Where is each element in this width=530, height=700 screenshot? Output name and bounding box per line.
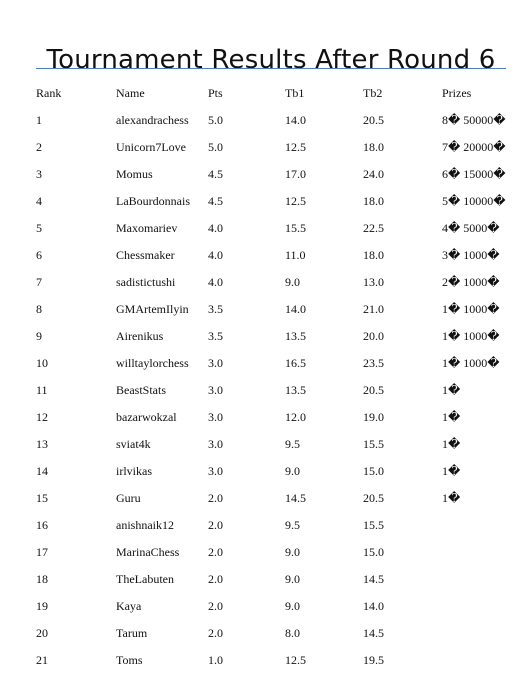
pts-cell: 2.0	[208, 572, 223, 586]
prizes-cell	[442, 647, 516, 674]
tb2-cell: 15.5	[363, 518, 384, 532]
tb2-cell: 20.5	[363, 383, 384, 397]
pts-cell: 3.0	[208, 464, 223, 478]
pts-cell: 3.0	[208, 410, 223, 424]
tb1-cell: 9.0	[285, 275, 300, 289]
pts-cell: 3.0	[208, 356, 223, 370]
name-cell: Chessmaker	[116, 248, 175, 262]
tb1-cell: 15.5	[285, 221, 306, 235]
tb2-cell: 19.5	[363, 653, 384, 667]
header-tb1: Tb1	[285, 86, 305, 100]
pts-cell: 4.0	[208, 221, 223, 235]
name-cell: Momus	[116, 167, 153, 181]
tb1-cell: 11.0	[285, 248, 306, 262]
table-row	[36, 485, 516, 512]
header-prizes: Prizes	[442, 86, 472, 100]
name-cell: Unicorn7Love	[116, 140, 186, 154]
table-row	[36, 242, 516, 269]
name-cell: sadistictushi	[116, 275, 176, 289]
rank-cell: 14	[36, 464, 48, 478]
rank-cell: 17	[36, 545, 48, 559]
table-row	[36, 269, 516, 296]
pts-cell: 2.0	[208, 491, 223, 505]
prizes-cell	[442, 620, 516, 647]
tb1-cell: 16.5	[285, 356, 306, 370]
table-row	[36, 296, 516, 323]
table-body	[36, 107, 516, 674]
tb1-cell: 9.0	[285, 464, 300, 478]
prizes-cell: 1�	[442, 437, 461, 451]
name-cell: Toms	[116, 653, 143, 667]
table-row	[36, 377, 516, 404]
table-row	[36, 404, 516, 431]
tb1-cell: 9.5	[285, 437, 300, 451]
rank-cell: 8	[36, 302, 42, 316]
table-row	[36, 512, 516, 539]
tb2-cell: 18.0	[363, 194, 384, 208]
tb2-cell: 13.0	[363, 275, 384, 289]
tb2-cell: 23.5	[363, 356, 384, 370]
tb2-cell: 14.0	[363, 599, 384, 613]
pts-cell: 5.0	[208, 113, 223, 127]
table-row	[36, 593, 516, 620]
header-row	[36, 80, 516, 107]
prizes-cell: 7� 20000�	[442, 140, 506, 154]
rank-cell: 6	[36, 248, 42, 262]
tb1-cell: 12.0	[285, 410, 306, 424]
rank-cell: 18	[36, 572, 48, 586]
prizes-cell: 1�	[442, 464, 461, 478]
name-cell: TheLabuten	[116, 572, 174, 586]
prizes-cell: 3� 1000�	[442, 248, 500, 262]
table-row	[36, 458, 516, 485]
header-rank: Rank	[36, 86, 62, 100]
results-table	[36, 80, 516, 674]
pts-cell: 2.0	[208, 626, 223, 640]
title-underline	[36, 68, 506, 69]
rank-cell: 2	[36, 140, 42, 154]
rank-cell: 13	[36, 437, 48, 451]
pts-cell: 4.0	[208, 248, 223, 262]
header-name: Name	[116, 86, 145, 100]
tb2-cell: 18.0	[363, 248, 384, 262]
name-cell: Guru	[116, 491, 141, 505]
table-row	[36, 161, 516, 188]
prizes-cell: 2� 1000�	[442, 275, 500, 289]
tb1-cell: 9.0	[285, 599, 300, 613]
tb2-cell: 19.0	[363, 410, 384, 424]
pts-cell: 4.5	[208, 167, 223, 181]
table-header	[36, 80, 516, 107]
pts-cell: 3.0	[208, 437, 223, 451]
name-cell: Maxomariev	[116, 221, 178, 235]
table-row	[36, 566, 516, 593]
tb2-cell: 20.5	[363, 113, 384, 127]
rank-cell: 9	[36, 329, 42, 343]
table-row	[36, 350, 516, 377]
table-row	[36, 431, 516, 458]
pts-cell: 2.0	[208, 545, 223, 559]
tb2-cell: 21.0	[363, 302, 384, 316]
rank-cell: 19	[36, 599, 48, 613]
pts-cell: 5.0	[208, 140, 223, 154]
tb1-cell: 14.0	[285, 302, 306, 316]
name-cell: willtaylorchess	[116, 356, 189, 370]
prizes-cell: 5� 10000�	[442, 194, 506, 208]
pts-cell: 3.0	[208, 383, 223, 397]
tb1-cell: 9.0	[285, 572, 300, 586]
header-tb2: Tb2	[363, 86, 383, 100]
rank-cell: 10	[36, 356, 48, 370]
table-row	[36, 107, 516, 134]
prizes-cell: 1� 1000�	[442, 329, 500, 343]
pts-cell: 3.5	[208, 302, 223, 316]
tb2-cell: 15.0	[363, 464, 384, 478]
rank-cell: 20	[36, 626, 48, 640]
table-row	[36, 215, 516, 242]
rank-cell: 15	[36, 491, 48, 505]
table-row	[36, 188, 516, 215]
pts-cell: 1.0	[208, 653, 223, 667]
prizes-cell: 8� 50000�	[442, 113, 506, 127]
tb1-cell: 12.5	[285, 194, 306, 208]
table-row	[36, 647, 516, 674]
prizes-cell: 4� 5000�	[442, 221, 500, 235]
name-cell: sviat4k	[116, 437, 151, 451]
tb2-cell: 15.5	[363, 437, 384, 451]
tb2-cell: 18.0	[363, 140, 384, 154]
tb1-cell: 9.0	[285, 545, 300, 559]
prizes-cell: 1�	[442, 491, 461, 505]
name-cell: GMArtemIlyin	[116, 302, 189, 316]
tb2-cell: 24.0	[363, 167, 384, 181]
tb1-cell: 14.5	[285, 491, 306, 505]
pts-cell: 4.0	[208, 275, 223, 289]
prizes-cell	[442, 566, 516, 593]
name-cell: LaBourdonnais	[116, 194, 190, 208]
tb1-cell: 12.5	[285, 653, 306, 667]
name-cell: bazarwokzal	[116, 410, 177, 424]
prizes-cell: 1� 1000�	[442, 356, 500, 370]
prizes-cell	[442, 512, 516, 539]
prizes-cell	[442, 539, 516, 566]
tb1-cell: 13.5	[285, 329, 306, 343]
name-cell: MarinaChess	[116, 545, 180, 559]
page-title: Tournament Results After Round 6	[46, 45, 496, 76]
rank-cell: 3	[36, 167, 42, 181]
name-cell: irlvikas	[116, 464, 152, 478]
tb1-cell: 13.5	[285, 383, 306, 397]
pts-cell: 3.5	[208, 329, 223, 343]
prizes-cell: 6� 15000�	[442, 167, 506, 181]
pts-cell: 4.5	[208, 194, 223, 208]
tb1-cell: 8.0	[285, 626, 300, 640]
tb1-cell: 9.5	[285, 518, 300, 532]
table-row	[36, 134, 516, 161]
tb2-cell: 14.5	[363, 572, 384, 586]
prizes-cell: 1� 1000�	[442, 302, 500, 316]
header-pts: Pts	[208, 86, 223, 100]
prizes-cell: 1�	[442, 383, 461, 397]
rank-cell: 7	[36, 275, 42, 289]
name-cell: Tarum	[116, 626, 148, 640]
rank-cell: 21	[36, 653, 48, 667]
tb2-cell: 14.5	[363, 626, 384, 640]
name-cell: anishnaik12	[116, 518, 174, 532]
tb1-cell: 12.5	[285, 140, 306, 154]
rank-cell: 11	[36, 383, 48, 397]
prizes-cell: 1�	[442, 410, 461, 424]
tb2-cell: 22.5	[363, 221, 384, 235]
tb2-cell: 15.0	[363, 545, 384, 559]
tb2-cell: 20.0	[363, 329, 384, 343]
table-row	[36, 323, 516, 350]
tb2-cell: 20.5	[363, 491, 384, 505]
rank-cell: 1	[36, 113, 42, 127]
pts-cell: 2.0	[208, 599, 223, 613]
rank-cell: 16	[36, 518, 48, 532]
table-row	[36, 539, 516, 566]
name-cell: BeastStats	[116, 383, 166, 397]
name-cell: alexandrachess	[116, 113, 189, 127]
rank-cell: 4	[36, 194, 42, 208]
rank-cell: 5	[36, 221, 42, 235]
pts-cell: 2.0	[208, 518, 223, 532]
prizes-cell	[442, 593, 516, 620]
name-cell: Airenikus	[116, 329, 164, 343]
tb1-cell: 17.0	[285, 167, 306, 181]
tb1-cell: 14.0	[285, 113, 306, 127]
name-cell: Kaya	[116, 599, 142, 613]
rank-cell: 12	[36, 410, 48, 424]
table-row	[36, 620, 516, 647]
